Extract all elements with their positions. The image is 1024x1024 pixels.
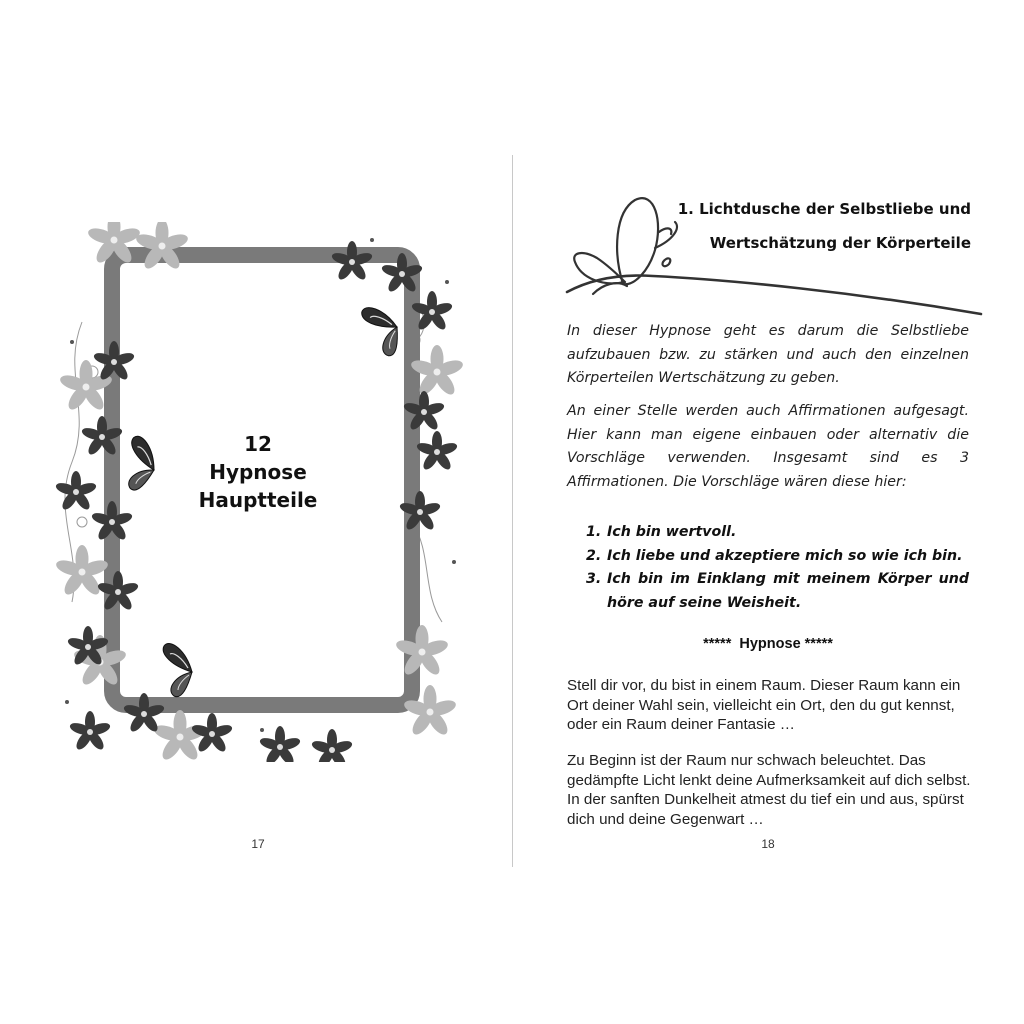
chapter-title-line-2: Hypnose <box>209 460 307 484</box>
body-paragraph-1: Stell dir vor, du bist in einem Raum. Dieser Raum kann ein Ort deiner Wahl sein, vielleicht ein Ort, den du gut kennst, oder ein Raum deiner Fantasie … <box>567 677 961 733</box>
intro-paragraph-2: An einer Stelle werden auch Affirmationen aufgesagt. Hier kann man eigene einbauen oder alternativ die Vorschläge verwenden. Insgesamt sind es 3 Affirmationen. Die Vorschläge wären diese hier: <box>567 403 969 490</box>
list-item-text: Ich bin im Einklang mit meinem Körper und höre auf seine Weisheit. <box>607 571 969 611</box>
right-page <box>513 0 1024 1024</box>
chapter-title <box>172 430 344 514</box>
chapter-title-number: 12 <box>244 432 272 456</box>
section-marker: ***** Hypnose ***** <box>703 636 833 652</box>
page-number-right: 18 <box>761 837 775 851</box>
heading-line-2: Wertschätzung der Körperteile <box>709 234 971 252</box>
page-number-left: 17 <box>251 837 265 851</box>
list-item-number: 2. <box>586 547 602 564</box>
list-item <box>567 545 969 569</box>
intro-paragraph-1: In dieser Hypnose geht es darum die Selbstliebe aufzubauen bzw. zu stärken und auch den einzelnen Körperteilen Wertschätzung zu geben. <box>567 323 969 386</box>
list-item-number: 1. <box>586 524 602 540</box>
list-item-text: Ich liebe und akzeptiere mich so wie ich bin. <box>607 547 963 564</box>
list-item <box>567 521 969 545</box>
chapter-title-line-3: Hauptteile <box>198 488 318 512</box>
heading-line-1: 1. Lichtdusche der Selbstliebe und <box>677 200 971 218</box>
list-item-number: 3. <box>586 571 602 587</box>
body-paragraph-2: Zu Beginn ist der Raum nur schwach beleuchtet. Das gedämpfte Licht lenkt deine Aufmerksamkeit auf dich selbst. In der sanften Dunkelheit atmest du tief ein und aus, spürst dich und deine Gegenwart … <box>567 752 971 828</box>
list-item-text: Ich bin wertvoll. <box>607 524 737 540</box>
affirmation-list <box>567 521 969 615</box>
chapter-heading <box>563 192 983 322</box>
list-item <box>567 568 969 615</box>
